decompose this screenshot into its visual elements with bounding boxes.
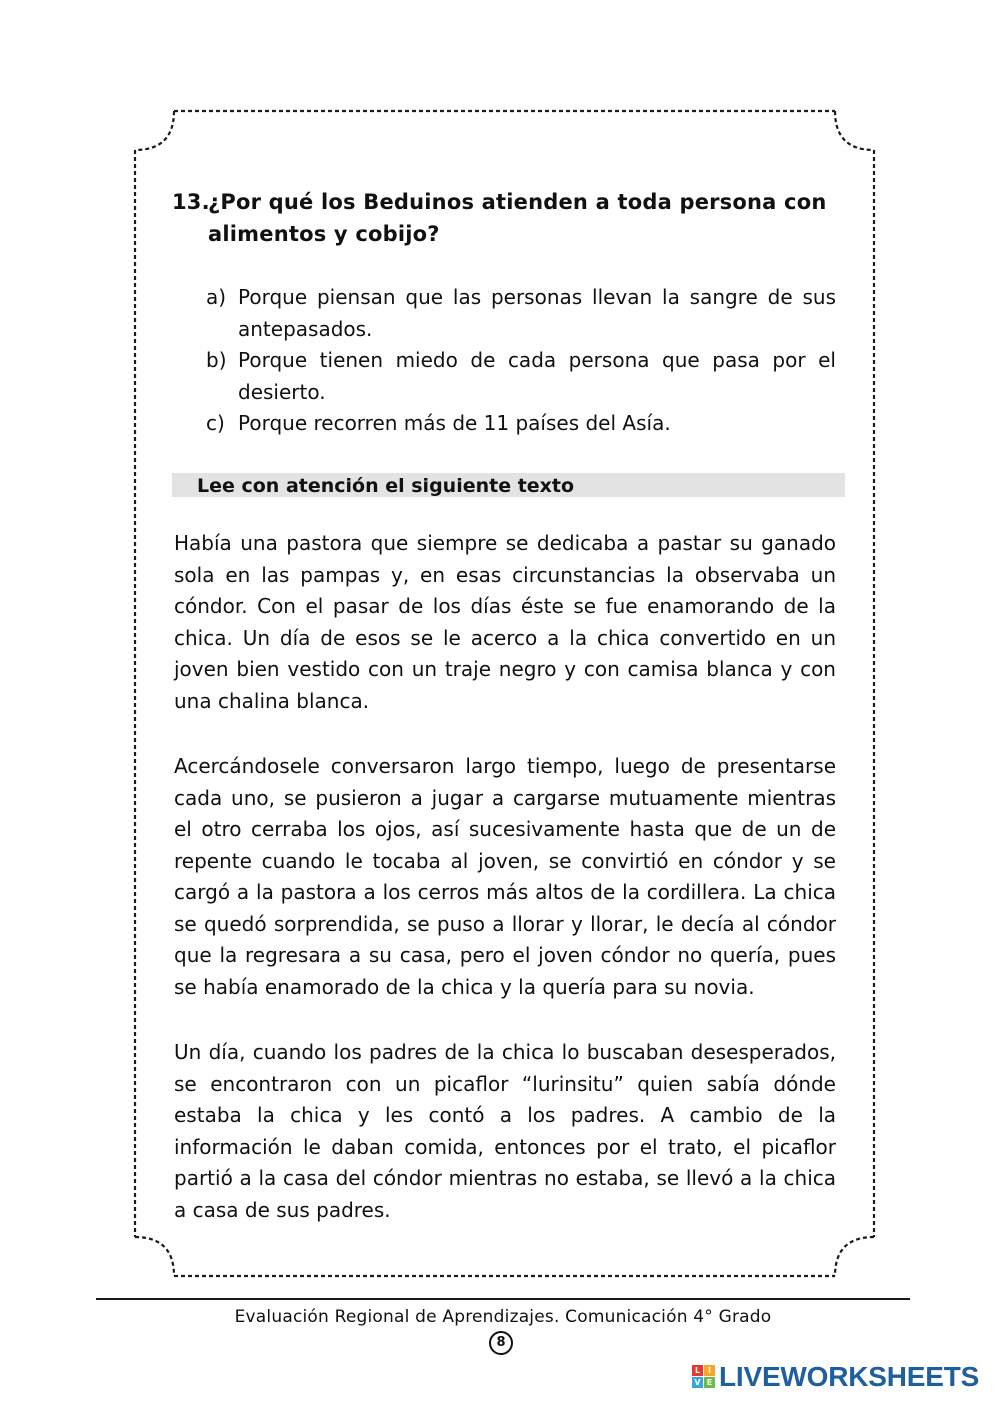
answer-options xyxy=(206,282,836,440)
option-letter: c) xyxy=(206,411,225,435)
logo-letter-e: E xyxy=(704,1377,715,1388)
liveworksheets-logo[interactable] xyxy=(692,1362,979,1392)
option-b[interactable] xyxy=(206,345,836,408)
logo-letter-l: L xyxy=(692,1365,703,1376)
section-heading-bar xyxy=(172,473,845,497)
option-letter: b) xyxy=(206,348,227,372)
logo-letter-i: I xyxy=(704,1365,715,1376)
section-heading: Lee con atención el siguiente texto xyxy=(197,475,575,497)
footer-divider xyxy=(96,1298,910,1300)
reading-paragraph-2: Acercándosele conversaron largo tiempo, luego de presentarse cada uno, se pusieron a jugar a cargarse mutuamente mientras el otro cerraba los ojos, así sucesivamente hasta que de un de repente cuando le tocaba al joven, se convirtió en cóndor y se cargó a la pastora a los cerros más altos de la cordillera. La chica se quedó sorprendida, se puso a llorar y llorar, le decía al cóndor que la regresara a su casa, pero el joven cóndor no quería, pues se había enamorado de la chica y la quería para su novia. xyxy=(174,754,836,999)
liveworksheets-wordmark: LIVEWORKSHEETS xyxy=(719,1361,980,1392)
reading-paragraph-1: Había una pastora que siempre se dedicaba a pastar su ganado sola en las pampas y, en esas circunstancias la observaba un cóndor. Con el pasar de los días éste se fue enamorando de la chica. Un día de esos se le acerco a la chica convertido en un joven bien vestido con un traje negro y con camisa blanca y con una chalina blanca. xyxy=(174,531,836,713)
page-number: 8 xyxy=(489,1331,513,1355)
footer-text: Evaluación Regional de Aprendizajes. Comunicación 4° Grado xyxy=(234,1307,772,1327)
option-letter: a) xyxy=(206,285,227,309)
option-text: Porque recorren más de 11 países del Asía. xyxy=(238,411,671,435)
question-text-line2: alimentos y cobijo? xyxy=(208,222,440,246)
option-text: Porque tienen miedo de cada persona que pasa por el desierto. xyxy=(238,348,836,404)
question-13 xyxy=(172,186,836,250)
reading-paragraph-3: Un día, cuando los padres de la chica lo buscaban desesperados, se encontraron con un picaflor “lurinsitu” quien sabía dónde estaba la chica y les contó a los padres. A cambio de la información le daban comida, entonces por el trato, el picaflor partió a la casa del cóndor mientras no estaba, se llevó a la chica a casa de sus padres. xyxy=(174,1040,836,1222)
option-text: Porque piensan que las personas llevan la sangre de sus antepasados. xyxy=(238,285,836,341)
logo-letter-v: V xyxy=(692,1377,703,1388)
option-a[interactable] xyxy=(206,282,836,345)
liveworksheets-icon xyxy=(692,1365,716,1389)
question-text-line1: ¿Por qué los Beduinos atienden a toda persona con xyxy=(208,190,827,214)
option-c[interactable] xyxy=(206,408,836,440)
question-number: 13. xyxy=(172,190,210,214)
